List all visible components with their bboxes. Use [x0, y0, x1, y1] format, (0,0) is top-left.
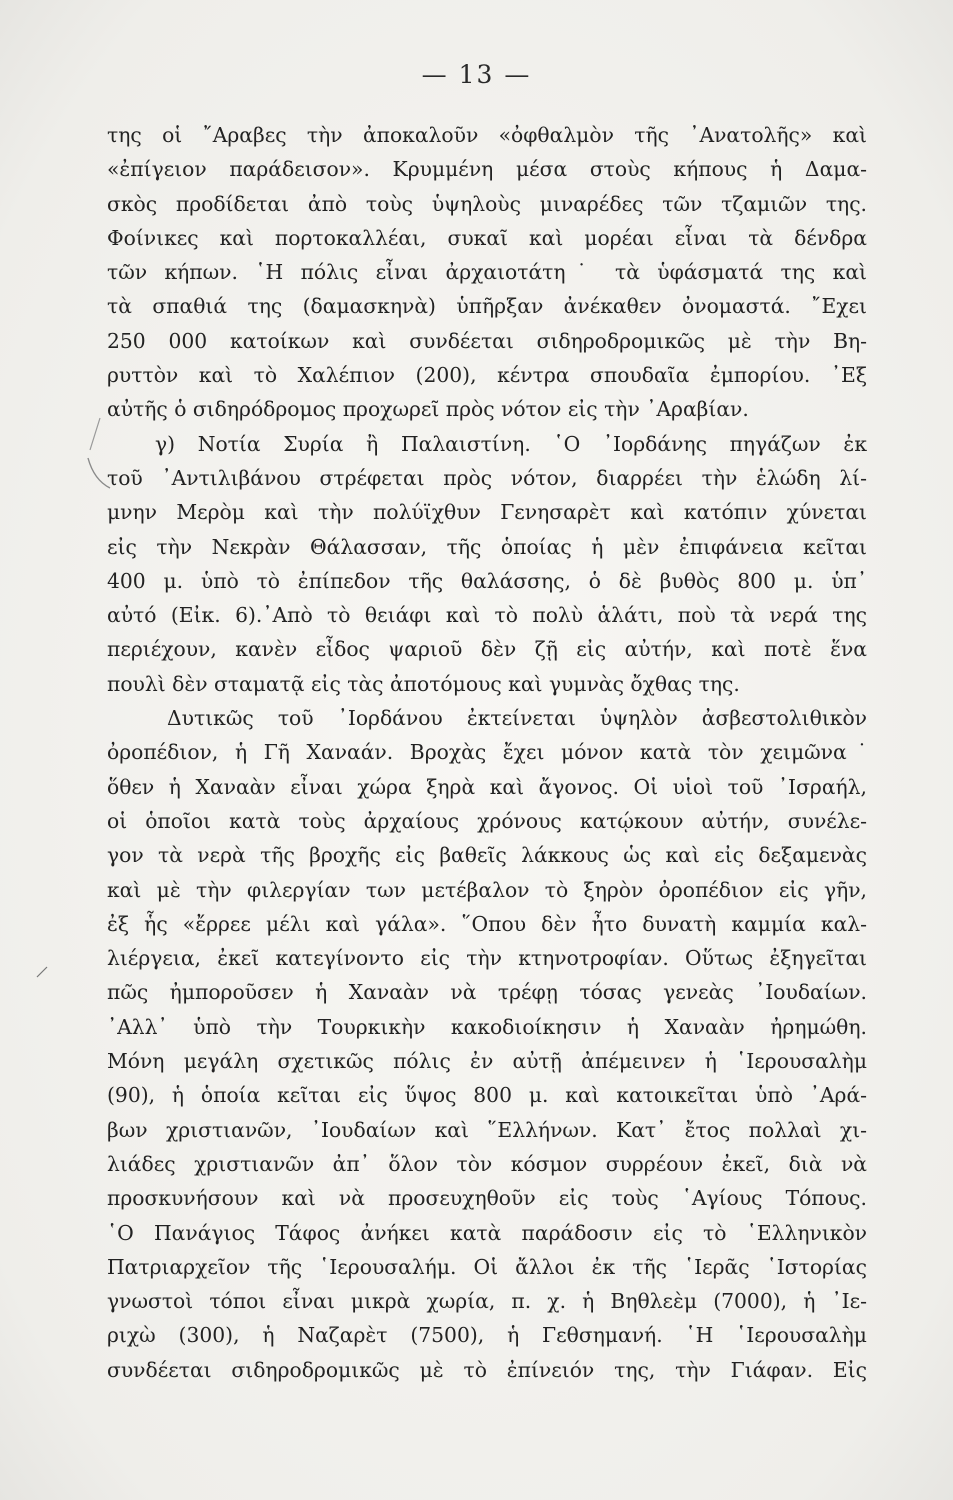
text-line: ρυττὸν καὶ τὸ Χαλέπιον (200), κέντρα σπουδαῖα ἐμπορίου. ᾿Εξ — [107, 363, 867, 388]
text-line: πῶς ἠμποροῦσεν ἡ Χαναὰν νὰ τρέφῃ τόσας γενεὰς ᾿Ιουδαίων. — [107, 980, 867, 1005]
text-line: 250 000 κατοίκων καὶ συνδέεται σιδηροδρομικῶς μὲ τὴν Βη- — [107, 328, 867, 353]
text-line: λιέργεια, ἐκεῖ κατεγίνοντο εἰς τὴν κτηνοτροφίαν. Οὕτως ἐξηγεῖται — [107, 946, 867, 971]
subsection-heading-line: γ) Νοτία Συρία ἢ Παλαιστίνη. ῾Ο ᾿Ιορδάνης πηγάζων ἐκ — [155, 431, 867, 456]
text-line: Φοίνικες καὶ πορτοκαλλέαι, συκαῖ καὶ μορέαι εἶναι τὰ δένδρα — [107, 225, 867, 250]
text-line: (90), ἡ ὁποία κεῖται εἰς ὕψος 800 μ. καὶ κατοικεῖται ὑπὸ ᾿Αρά- — [107, 1083, 867, 1108]
text-line: Πατριαρχεῖον τῆς ῾Ιερουσαλήμ. Οἱ ἄλλοι ἐκ τῆς ῾Ιερᾶς ῾Ιστορίας — [107, 1254, 867, 1279]
text-line: 400 μ. ὑπὸ τὸ ἐπίπεδον τῆς θαλάσσης, ὁ δὲ βυθὸς 800 μ. ὑπ᾿ — [107, 568, 867, 593]
margin-tick-icon — [35, 965, 49, 979]
text-line: περιέχουν, κανὲν εἶδος ψαριοῦ δὲν ζῇ εἰς αὐτήν, καὶ ποτὲ ἕνα — [107, 637, 867, 662]
text-line: λιάδες χριστιανῶν ἀπ᾿ ὅλον τὸν κόσμον συρρέουν ἐκεῖ, διὰ νὰ — [107, 1151, 867, 1176]
page-number: — 13 — — [421, 60, 532, 89]
text-line: ᾿Αλλ᾿ ὑπὸ τὴν Τουρκικὴν κακοδιοίκησιν ἡ Χαναὰν ἠρημώθη. — [107, 1014, 867, 1039]
text-line: γνωστοὶ τόποι εἶναι μικρὰ χωρία, π. χ. ἡ Βηθλεὲμ (7000), ἡ ᾿Ιε- — [107, 1289, 867, 1314]
body-text — [107, 118, 867, 1387]
text-line: πουλὶ δὲν σταματᾷ εἰς τὰς ἀποτόμους καὶ γυμνὰς ὄχθας της. — [107, 671, 740, 696]
text-line: συνδέεται σιδηροδρομικῶς μὲ τὸ ἐπίνειόν της, τὴν Γιάφαν. Εἰς — [107, 1357, 867, 1382]
text-line: Μόνη μεγάλη σχετικῶς πόλις ἐν αὐτῇ ἀπέμεινεν ἡ ῾Ιερουσαλὴμ — [107, 1049, 867, 1074]
text-line: αὐτῆς ὁ σιδηρόδρομος προχωρεῖ πρὸς νότον εἰς τὴν ᾿Αραβίαν. — [107, 397, 749, 422]
text-line: τοῦ ᾿Αντιλιβάνου στρέφεται πρὸς νότον, διαρρέει τὴν ἑλώδη λί- — [107, 465, 867, 490]
text-line: καὶ μὲ τὴν φιλεργίαν των μετέβαλον τὸ ξηρὸν ὀροπέδιον εἰς γῆν, — [107, 877, 867, 902]
text-line: τὰ σπαθιά της (δαμασκηνὰ) ὑπῆρξαν ἀνέκαθεν ὀνομαστά. ῎Εχει — [107, 294, 867, 319]
text-line: γον τὰ νερὰ τῆς βροχῆς εἰς βαθεῖς λάκκους ὡς καὶ εἰς δεξαμενὰς — [107, 843, 867, 868]
text-line: ὀροπέδιον, ἡ Γῆ Χαναάν. Βροχὰς ἔχει μόνον κατὰ τὸν χειμῶνα˙ — [107, 740, 867, 765]
text-line: προσκυνήσουν καὶ νὰ προσευχηθοῦν εἰς τοὺς ῾Αγίους Τόπους. — [107, 1186, 867, 1211]
text-line: ριχὼ (300), ἡ Ναζαρὲτ (7500), ἡ Γεθσημανή. ῾Η ῾Ιερουσαλὴμ — [107, 1323, 867, 1348]
text-line: ἐξ ἧς «ἔρρεε μέλι καὶ γάλα». ῞Οπου δὲν ἦτο δυνατὴ καμμία καλ- — [107, 911, 867, 936]
text-line: εἰς τὴν Νεκρὰν Θάλασσαν, τῆς ὁποίας ἡ μὲν ἐπιφάνεια κεῖται — [107, 534, 867, 559]
text-line: αὐτό (Εἰκ. 6).᾿Απὸ τὸ θειάφι καὶ τὸ πολὺ ἁλάτι, ποὺ τὰ νερά της — [107, 603, 867, 628]
text-line: ὅθεν ἡ Χαναὰν εἶναι χώρα ξηρὰ καὶ ἄγονος. Οἱ υἱοὶ τοῦ ᾿Ισραήλ, — [107, 774, 867, 799]
text-line: της οἱ ῎Αραβες τὴν ἀποκαλοῦν «ὀφθαλμὸν τῆς ᾿Ανατολῆς» καὶ — [107, 123, 867, 147]
text-line: μνην Μερὸμ καὶ τὴν πολύϊχθυν Γενησαρὲτ καὶ κατόπιν χύνεται — [107, 500, 867, 525]
text-line: τῶν κήπων. ῾Η πόλις εἶναι ἀρχαιοτάτη˙ τὰ ὑφάσματά της καὶ — [107, 260, 867, 285]
text-line: «ἐπίγειον παράδεισον». Κρυμμένη μέσα στοὺς κήπους ἡ Δαμα- — [107, 157, 867, 182]
text-line: σκὸς προδίδεται ἀπὸ τοὺς ὑψηλοὺς μιναρέδες τῶν τζαμιῶν της. — [107, 191, 867, 216]
paragraph-start-line: Δυτικῶς τοῦ ᾿Ιορδάνου ἐκτείνεται ὑψηλὸν ἀσβεστολιθικὸν — [167, 706, 867, 731]
text-line: ῾Ο Πανάγιος Τάφος ἀνήκει κατὰ παράδοσιν εἰς τὸ ῾Ελληνικὸν — [107, 1220, 867, 1245]
text-line: βων χριστιανῶν, ᾿Ιουδαίων καὶ ῞Ελλήνων. Κατ᾿ ἔτος πολλαὶ χι- — [107, 1117, 867, 1142]
text-line: οἱ ὁποῖοι κατὰ τοὺς ἀρχαίους χρόνους κατῴκουν αὐτήν, συνέλε- — [107, 808, 867, 833]
